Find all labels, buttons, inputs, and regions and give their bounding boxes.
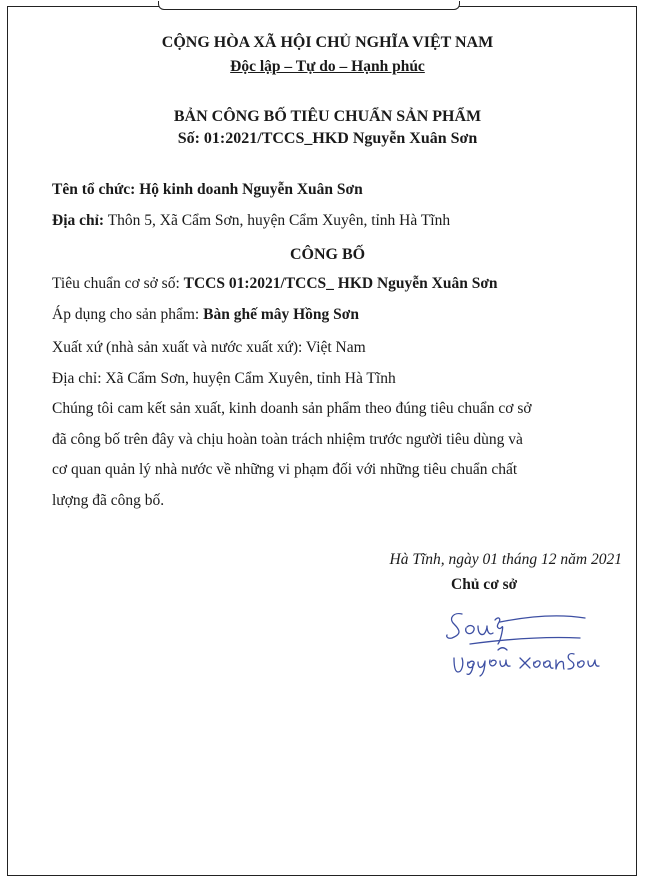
signer-title: Chủ cơ sở <box>451 576 518 593</box>
production-address-line: Địa chỉ: Xã Cẩm Sơn, huyện Cẩm Xuyên, tỉnh Hà Tĩnh <box>52 370 396 387</box>
product-label: Áp dụng cho sản phẩm: <box>52 306 200 323</box>
commitment-line: cơ quan quản lý nhà nước về những vi phạm đối với những tiêu chuẩn chất <box>52 461 518 478</box>
organization-address-label: Địa chỉ: <box>52 212 105 229</box>
standard-line <box>52 275 498 293</box>
organization-address-value: Thôn 5, Xã Cẩm Sơn, huyện Cẩm Xuyên, tỉnh Hà Tĩnh <box>107 212 451 229</box>
page-top-tab <box>158 1 460 10</box>
national-title: CỘNG HÒA XÃ HỘI CHỦ NGHĨA VIỆT NAM <box>161 34 494 51</box>
place-and-date: Hà Tĩnh, ngày 01 tháng 12 năm 2021 <box>389 551 622 568</box>
standard-value: TCCS 01:2021/TCCS_ HKD Nguyễn Xuân Sơn <box>183 275 498 292</box>
standard-label: Tiêu chuẩn cơ sở số: <box>52 275 180 292</box>
declaration-heading: CÔNG BỐ <box>289 246 366 263</box>
document-number: Số: 01:2021/TCCS_HKD Nguyễn Xuân Sơn <box>177 130 478 147</box>
organization-address-line <box>52 212 450 230</box>
commitment-line: lượng đã công bố. <box>52 492 165 509</box>
commitment-line: Chúng tôi cam kết sản xuất, kinh doanh sản phẩm theo đúng tiêu chuẩn cơ sở <box>52 400 532 417</box>
handwritten-signature <box>440 600 620 680</box>
organization-name-label: Tên tổ chức: <box>52 181 136 198</box>
product-line <box>52 306 359 324</box>
product-value: Bàn ghế mây Hồng Sơn <box>203 306 359 323</box>
commitment-line: đã công bố trên đây và chịu hoàn toàn trách nhiệm trước người tiêu dùng và <box>52 431 523 448</box>
national-motto: Độc lập – Tự do – Hạnh phúc <box>230 58 425 75</box>
organization-name-value: Hộ kinh doanh Nguyễn Xuân Sơn <box>139 181 363 198</box>
origin-line: Xuất xứ (nhà sản xuất và nước xuất xứ): Việt Nam <box>52 339 366 356</box>
organization-name-line <box>52 181 363 199</box>
document-title: BẢN CÔNG BỐ TIÊU CHUẨN SẢN PHẨM <box>173 108 482 125</box>
